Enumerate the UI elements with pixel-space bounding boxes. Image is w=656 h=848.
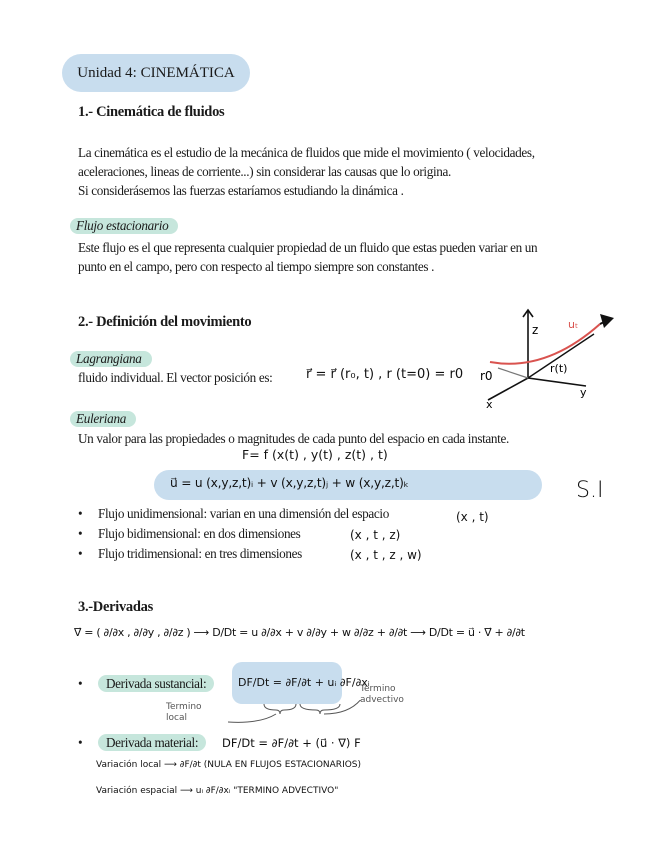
local-arrow-icon — [228, 714, 276, 722]
dimension-note-3d: (x , t , z , w) — [350, 548, 422, 562]
termino-local-note: Termino local — [166, 702, 202, 723]
list-item: • Flujo unidimensional: varian en una dimensión del espacio — [78, 506, 389, 521]
y-axis — [528, 378, 586, 386]
section-1-heading: 1.- Cinemática de fluidos — [78, 104, 225, 120]
dimension-note-2d: (x , t , z) — [350, 528, 401, 542]
sustancial-formula: DF/Dt = ∂F/∂t + uᵢ ∂F/∂xᵢ — [238, 676, 370, 689]
list-item: • Flujo bidimensional: en dos dimensiones — [78, 526, 301, 541]
velocity-field-formula: u⃗ = u (x,y,z,t)ᵢ + v (x,y,z,t)ⱼ + w (x,y,z,t)ₖ — [170, 476, 409, 490]
section-3-heading: 3.-Derivadas — [78, 599, 153, 615]
termino-advectivo-note: Termino advectivo — [360, 684, 404, 705]
euleriana-text: Un valor para las propiedades o magnitudes de cada punto del espacio en cada instante. — [78, 431, 509, 446]
lagrangiana-text: fluido individual. El vector posición es: — [78, 370, 273, 385]
derivada-sustancial-item: • Derivada sustancial: — [78, 676, 214, 692]
position-vector-formula: r⃗ = r⃗ (r₀, t) , r (t=0) = r0 — [306, 367, 464, 382]
material-formula: DF/Dt = ∂F/∂t + (u⃗ · ∇) F — [222, 736, 361, 750]
derivada-material-item: • Derivada material: — [78, 735, 206, 751]
nabla-operator-formula: ∇⃗ = ( ∂/∂x , ∂/∂y , ∂/∂z ) ⟶ D/Dt = u ∂/∂x + v ∂/∂y + w ∂/∂z + ∂/∂t ⟶ D/Dt = u⃗ · ∇⃗ + ∂/∂t — [74, 626, 525, 639]
euleriana-label: Euleriana — [70, 410, 136, 428]
advective-arrow-icon — [324, 700, 362, 714]
x-axis — [488, 378, 528, 400]
section-1-paragraph — [78, 143, 638, 200]
term-brackets — [220, 700, 370, 730]
para-line: aceleraciones, lineas de corriente...) sin considerar las causas que lo origina. — [78, 164, 451, 179]
para-line: La cinemática es el estudio de la mecánica de fluidos que mide el movimiento ( velocidades, — [78, 145, 535, 160]
list-item: • Flujo tridimensional: en tres dimensiones — [78, 546, 302, 561]
flujo-estacionario-paragraph — [78, 238, 648, 276]
variacion-local-note: Variación local ⟶ ∂F/∂t (NULA EN FLUJOS ESTACIONARIOS) — [96, 760, 362, 770]
trajectory-curve — [490, 324, 600, 364]
ut-label: uₜ — [568, 318, 579, 331]
trajectory-sketch — [476, 300, 646, 412]
para-line: Este flujo es el que representa cualquier propiedad de un fluido que estas pueden variar en un — [78, 240, 538, 255]
y-label: y — [580, 386, 587, 399]
z-label: z — [532, 323, 539, 337]
r0-label: r0 — [480, 369, 493, 383]
r0-vector — [498, 368, 528, 378]
velocity-arrow-icon — [600, 314, 614, 328]
lagrangiana-label: Lagrangiana — [70, 350, 152, 368]
para-line: Si considerásemos las fuerzas estaríamos estudiando la dinámica . — [78, 183, 404, 198]
section-2-heading: 2.- Definición del movimiento — [78, 314, 252, 330]
unit-title: Unidad 4: CINEMÁTICA — [62, 54, 250, 92]
f-function-formula: F= f (x(t) , y(t) , z(t) , t) — [242, 447, 388, 462]
x-label: x — [486, 398, 493, 411]
flujo-estacionario-label: Flujo estacionario — [70, 217, 178, 235]
dimension-note-1d: (x , t) — [456, 510, 489, 524]
para-line: punto en el campo, pero con respecto al tiempo siempre son constantes . — [78, 259, 435, 274]
flow-dimensions-list — [78, 506, 389, 566]
si-label: S.I — [576, 478, 604, 503]
rt-label: r(t) — [550, 362, 568, 375]
variacion-espacial-note: Variación espacial ⟶ uᵢ ∂F/∂xᵢ "TERMINO ADVECTIVO" — [96, 786, 339, 796]
